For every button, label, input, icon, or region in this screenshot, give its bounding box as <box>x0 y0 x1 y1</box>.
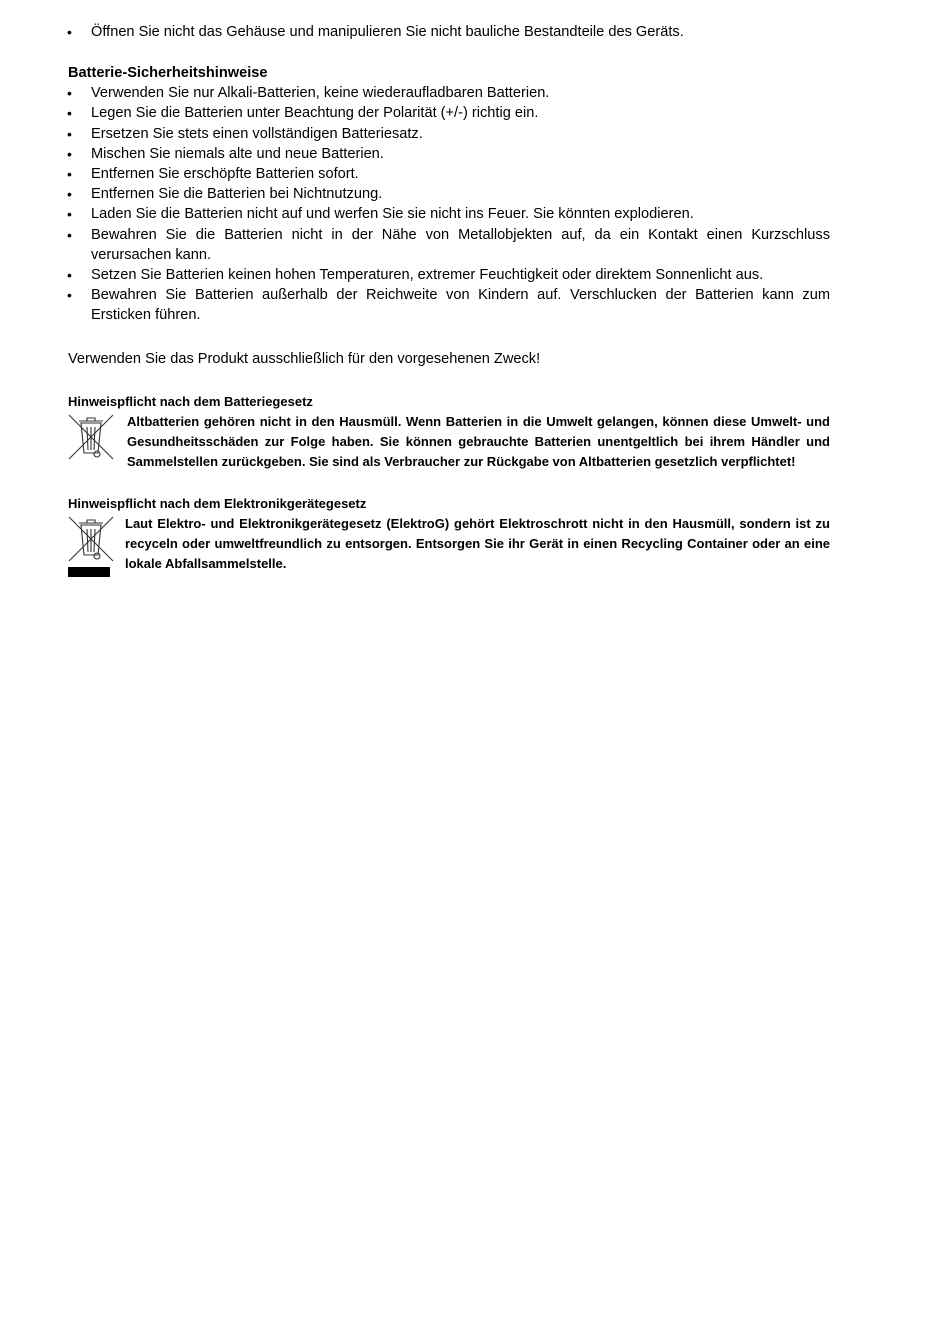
battery-safety-heading: Batterie-Sicherheitshinweise <box>68 65 268 82</box>
electro-law-block <box>68 514 830 575</box>
crossed-out-bin-icon <box>66 514 116 564</box>
battery-law-block <box>68 412 830 473</box>
electro-law-heading: Hinweispflicht nach dem Elektronikgerätegesetz <box>68 495 367 511</box>
electro-law-text: Laut Elektro- und Elektronikgerätegesetz (ElektroG) gehört Elektroschrott nicht in den Hausmüll, sondern ist zu recyceln oder umweltfreundlich zu entsorgen. Entsorgen Sie ihr Gerät in einen Recycling Container oder an eine lokale Abfallsammelstelle. <box>125 515 830 572</box>
battery-law-heading: Hinweispflicht nach dem Batteriegesetz <box>68 393 313 409</box>
crossed-out-bin-with-bar-icon <box>66 514 116 577</box>
intro-list <box>68 22 830 42</box>
black-bar <box>68 567 110 577</box>
list-item: • Entfernen Sie die Batterien bei Nichtnutzung. <box>68 184 830 204</box>
list-item: • Ersetzen Sie stets einen vollständigen Batteriesatz. <box>68 124 830 144</box>
list-item: • Legen Sie die Batterien unter Beachtung der Polarität (+/-) richtig ein. <box>68 103 830 123</box>
list-item: • Setzen Sie Batterien keinen hohen Temperaturen, extremer Feuchtigkeit oder direktem Sonnenlicht aus. <box>68 265 830 285</box>
crossed-out-bin-icon <box>66 412 116 462</box>
list-item: • Verwenden Sie nur Alkali-Batterien, keine wiederaufladbaren Batterien. <box>68 83 830 103</box>
list-item: • Laden Sie die Batterien nicht auf und werfen Sie sie nicht ins Feuer. Sie könnten explodieren. <box>68 204 830 224</box>
list-item: • Bewahren Sie die Batterien nicht in der Nähe von Metallobjekten auf, da ein Kontakt einen Kurzschluss verursachen kann. <box>68 225 830 265</box>
battery-law-text: Altbatterien gehören nicht in den Hausmüll. Wenn Batterien in die Umwelt gelangen, können diese Umwelt- und Gesundheitsschäden zur Folge haben. Sie können gebrauchte Batterien unentgeltlich bei ihrem Händler und Sammelstellen zurückgeben. Sie sind als Verbraucher zur Rückgabe von Altbatterien gesetzlich verpflichtet! <box>127 413 830 470</box>
list-item: • Bewahren Sie Batterien außerhalb der Reichweite von Kindern auf. Verschlucken der Batterien kann zum Ersticken führen. <box>68 285 830 325</box>
list-item: • Entfernen Sie erschöpfte Batterien sofort. <box>68 164 830 184</box>
list-item: • Mischen Sie niemals alte und neue Batterien. <box>68 144 830 164</box>
list-item: • Öffnen Sie nicht das Gehäuse und manipulieren Sie nicht bauliche Bestandteile des Geräts. <box>68 22 830 42</box>
usage-note: Verwenden Sie das Produkt ausschließlich für den vorgesehenen Zweck! <box>68 350 541 367</box>
document-page <box>68 22 830 577</box>
battery-safety-list <box>68 83 830 325</box>
